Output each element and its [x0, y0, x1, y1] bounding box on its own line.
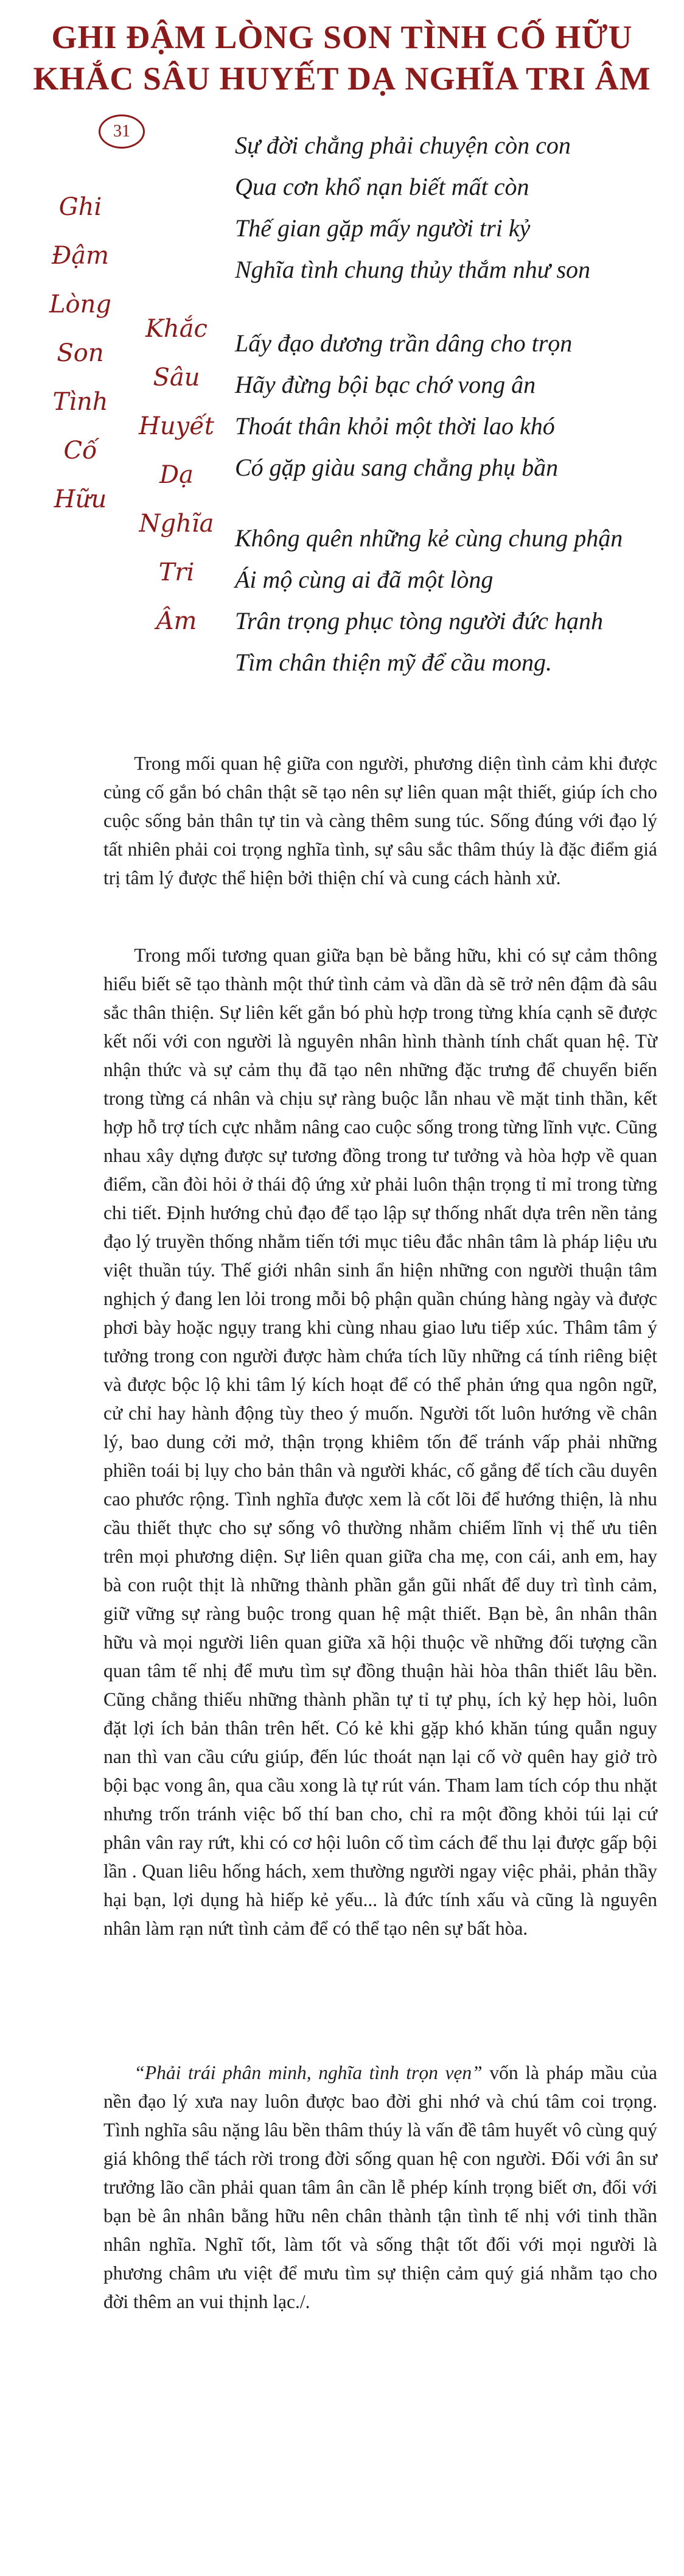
- poem-line: Có gặp giàu sang chẳng phụ bần: [235, 454, 559, 481]
- poem-line: Thế gian gặp mấy người tri kỷ: [235, 214, 531, 242]
- calligraphy-left-column: [32, 183, 129, 524]
- poem-line: Trân trọng phục tòng người đức hạnh: [235, 607, 603, 635]
- poem-stanza-3: [235, 518, 673, 683]
- paragraph-quote: “Phải trái phân minh, nghĩa tình trọn vẹn”: [134, 2062, 483, 2083]
- poem-line: Sự đời chẳng phải chuyện còn con: [235, 132, 571, 159]
- calligraphy-char: Khắc: [145, 315, 208, 343]
- poem-line: Lấy đạo dương trần dâng cho trọn: [235, 329, 573, 357]
- poem-line: Không quên những kẻ cùng chung phận: [235, 524, 623, 552]
- article-paragraph-2: Trong mối tương quan giữa bạn bè bằng hữu, khi có sự cảm thông hiểu biết sẽ tạo thành một thứ tình cảm và dần dà sẽ trở nên đậm đà sâu sắc thân thiện. Sự liên kết gắn bó phù hợp trong từng khía cạnh sẽ được kết nối với con người là nguyên nhân hình thành tính chất quan hệ. Từ nhận thức và sự cảm thụ đã tạo nên những đặc trưng để chuyển biến trong từng cá nhân và chịu sự ràng buộc lẫn nhau về mặt tinh thần, kết hợp hỗ trợ tích cực nhằm nâng cao cuộc sống trong từng lĩnh vực. Cũng nhau xây dựng được sự tương đồng trong tư tưởng và hòa hợp về quan điểm, cần đòi hỏi ở thái độ ứng xử phải luôn thận trọng tỉ mỉ trong từng chi tiết. Định hướng chủ đạo để tạo lập sự thống nhất dựa trên nền tảng đạo lý truyền thống nhằm tiến tới mục tiêu đắc nhân tâm là pháp liệu ưu việt thuần túy. Thế giới nhân sinh ẩn hiện những con người thuận tâm nghịch ý đang len lỏi trong mỗi bộ phận quần chúng hàng ngày và được phơi bày hoặc ngụy trang khi cùng nhau giao lưu tiếp xúc. Thâm tâm ý tưởng trong con người được hàm chứa tích lũy những cá tính riêng biệt và được bộc lộ khi tâm lý kích hoạt để có thể phản ứng qua ngôn ngữ, cử chỉ hay hành động tùy theo ý muốn. Người tốt luôn hướng về chân lý, bao dung cởi mở, thận trọng khiêm tốn để tránh vấp phải những phiền toái bị lụy cho bản thân và người khác, cố gắng để tích cầu duyên cao phước rộng. Tình nghĩa được xem là cốt lõi để hướng thiện, là nhu cầu thiết thực cho sự sống vô thường nhằm chiếm lĩnh vị thế ưu tiên trên mọi phương diện. Sự liên quan giữa cha mẹ, con cái, anh em, hay bà con ruột thịt là những thành phần gắn gũi nhất để duy trì tình cảm, giữ vững sự ràng buộc trong quan hệ mật thiết. Bạn bè, ân nhân thân hữu và mọi người liên quan giữa xã hội thuộc về những đối tượng cần quan tâm tế nhị để mưu tìm sự đồng thuận hài hòa thân thiết lâu bền. Cũng chẳng thiếu những thành phần tự tỉ tự phụ, ích kỷ hẹp hòi, luôn đặt lợi ích bản thân trên hết. Có kẻ khi gặp khó khăn túng quẫn nguy nan thì van cầu cứu giúp, đến lúc thoát nạn lại cố vờ quên hay giở trò bội bạc vong ân, qua cầu xong là tự rút ván. Tham lam tích cóp thu nhặt nhưng trốn tránh việc bố thí ban cho, chỉ ra một đồng khỏi túi lại cứ phân vân ray rứt, khi có cơ hội luôn cố tìm cách để thu lại được gấp bội lần . Quan liêu hống hách, xem thường người ngay việc phải, phản thầy hại bạn, lợi dụng hà hiếp kẻ yếu... là đức tính xấu và cũng là nguyên nhân làm rạn nứt tình cảm để có thể tạo nên sự bất hòa.: [103, 945, 657, 1939]
- poem-stanza-2: [235, 323, 673, 488]
- article-paragraph-1: Trong mối quan hệ giữa con người, phương diện tình cảm khi được củng cố gắn bó chân thật sẽ tạo nên sự liên quan mật thiết, giúp ích cho cuộc sống bản thân tự tin và càng thêm sung túc. Sống đúng với đạo lý tất nhiên phải coi trọng nghĩa tình, sự sâu sắc thâm thúy là đặc điểm giá trị tâm lý được thể hiện bởi thiện chí và cung cách hành xử.: [103, 753, 657, 889]
- article-paragraph-3: [103, 2058, 657, 2316]
- calligraphy-char: Đậm: [51, 242, 110, 270]
- calligraphy-char: Nghĩa: [139, 510, 214, 538]
- calligraphy-char: Dạ: [159, 461, 194, 489]
- calligraphy-char: Lòng: [49, 290, 111, 318]
- calligraphy-char: Son: [57, 339, 104, 367]
- page-number-badge: 31: [99, 114, 145, 149]
- calligraphy-char: Cố: [63, 437, 97, 465]
- calligraphy-char: Sâu: [153, 364, 200, 392]
- poem-line: Nghĩa tình chung thủy thắm như son: [235, 256, 591, 283]
- poem-line: Qua cơn khổ nạn biết mất còn: [235, 173, 529, 200]
- poem-line: Hãy đừng bội bạc chớ vong ân: [235, 371, 536, 398]
- calligraphy-char: Tình: [52, 388, 108, 416]
- poem-line: Thoát thân khỏi một thời lao khó: [235, 412, 555, 440]
- calligraphy-char: Ghi: [58, 193, 102, 221]
- poem-line: Ái mộ cùng ai đã một lòng: [235, 566, 494, 593]
- paragraph-text: vốn là pháp mầu của nền đạo lý xưa nay luôn được bao đời ghi nhớ và chú tâm coi trọng. Tình nghĩa sâu nặng lâu bền thâm thúy là vấn đề tâm huyết vô cùng quý giá không thể tách rời trong đời sống quan hệ con người. Đối với ân sư trưởng lão cần phải quan tâm ân cần lễ phép kính trọng biết ơn, đối với bạn bè ân nhân bằng hữu nên chân thành tận tình tế nhị với tinh thần nhân nghĩa. Nghĩ tốt, làm tốt và sống thật tốt đối với mọi người là phương châm ưu việt để mưu tìm sự thiện cảm quý giá nhằm tạo cho đời thêm an vui thịnh lạc./.: [103, 2062, 657, 2312]
- calligraphy-char: Hữu: [54, 485, 107, 513]
- title-line-1: GHI ĐẬM LÒNG SON TÌNH CỐ HỮU: [51, 19, 633, 55]
- calligraphy-right-column: [128, 304, 225, 646]
- calligraphy-char: Âm: [156, 607, 197, 635]
- poem-stanza-1: [235, 125, 673, 290]
- calligraphy-char: Tri: [158, 558, 195, 586]
- calligraphy-char: Huyết: [139, 412, 214, 440]
- poem-line: Tìm chân thiện mỹ để cầu mong.: [235, 649, 553, 676]
- title-line-2: KHẮC SÂU HUYẾT DẠ NGHĨA TRI ÂM: [33, 60, 651, 97]
